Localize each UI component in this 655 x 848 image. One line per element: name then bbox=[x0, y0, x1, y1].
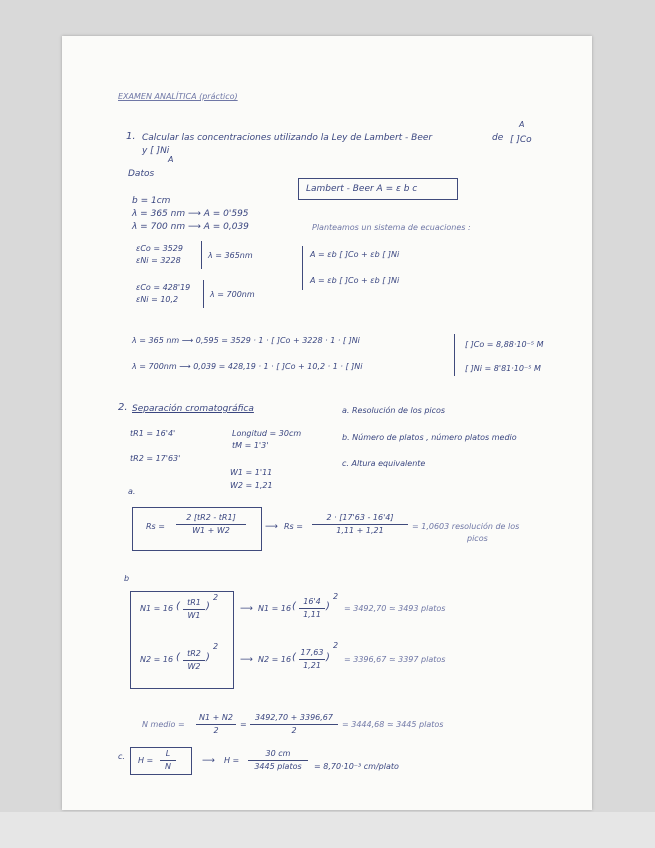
n2-fraction bbox=[183, 649, 205, 672]
part-b-label: b bbox=[124, 574, 130, 583]
rs-calc-fraction bbox=[312, 513, 408, 536]
h-lhs: H = bbox=[138, 756, 154, 765]
exam-title: EXAMEN ANALÍTICA (práctico) bbox=[118, 92, 238, 101]
rs-result: = 1,0603 resolución de los bbox=[412, 522, 520, 531]
h-arrow: ⟶ bbox=[202, 756, 215, 766]
part-a-label: a. bbox=[128, 487, 136, 496]
h-denominator: N bbox=[165, 762, 171, 771]
n2-calc-squared: 2 bbox=[333, 641, 339, 650]
n2-result: = 3396,67 ≃ 3397 platos bbox=[344, 655, 446, 664]
nmedio-lhs: N medio = bbox=[142, 720, 185, 729]
eps-ni-365: εNi = 3228 bbox=[136, 256, 181, 265]
nmedio-numerator-2: 3492,70 + 3396,67 bbox=[255, 713, 333, 722]
result-ni: [ ]Ni = 8'81·10⁻⁵ M bbox=[465, 364, 541, 373]
n1-squared: 2 bbox=[213, 593, 219, 602]
q1-statement: Calcular las concentraciones utilizando la Ley de Lambert - Beer bbox=[142, 133, 433, 143]
dato-700: λ = 700 nm ⟶ A = 0,039 bbox=[132, 222, 249, 232]
rs-numerator: 2 [tR2 - tR1] bbox=[186, 513, 236, 522]
q2-task-c: c. Altura equivalente bbox=[342, 459, 426, 468]
nmedio-denominator-1: 2 bbox=[213, 726, 219, 735]
h-calc-numerator: 30 cm bbox=[265, 749, 291, 758]
n1-denominator: W1 bbox=[187, 611, 201, 620]
n1-arrow: ⟶ bbox=[240, 604, 253, 614]
q2-title: Separación cromatográfica bbox=[132, 404, 254, 414]
q1-cap-a2: A bbox=[168, 155, 174, 164]
system-eq-1: A = εb [ ]Co + εb [ ]Ni bbox=[310, 250, 400, 259]
n2-arrow: ⟶ bbox=[240, 655, 253, 665]
n1-calc-lhs: N1 = 16 bbox=[258, 604, 292, 613]
q2-task-b: b. Número de platos , número platos medio bbox=[342, 433, 517, 442]
eps-divider-2 bbox=[203, 280, 204, 308]
rs-calc-numerator: 2 · [17'63 - 16'4] bbox=[326, 513, 394, 522]
h-calc-fraction bbox=[248, 749, 308, 772]
n1-calc-fraction bbox=[299, 597, 325, 620]
tr2-value: tR2 = 17'63' bbox=[130, 454, 181, 463]
nmedio-equals: = bbox=[240, 720, 247, 729]
n1-result: = 3492,70 ≃ 3493 platos bbox=[344, 604, 446, 613]
n1-fraction bbox=[183, 598, 205, 621]
eps-co-700: εCo = 428'19 bbox=[136, 283, 191, 292]
n1-lhs: N1 = 16 bbox=[140, 604, 174, 613]
nmedio-denominator-2: 2 bbox=[291, 726, 297, 735]
q1-statement-tail: de bbox=[492, 133, 504, 143]
n1-calc-denominator: 1,11 bbox=[303, 610, 321, 619]
h-numerator: L bbox=[165, 749, 171, 758]
w1-value: W1 = 1'11 bbox=[230, 468, 273, 477]
n1-calc-squared: 2 bbox=[333, 592, 339, 601]
tr1-value: tR1 = 16'4' bbox=[130, 429, 176, 438]
n1-calc-numerator: 16'4 bbox=[303, 597, 321, 606]
n2-squared: 2 bbox=[213, 642, 219, 651]
q1-statement-line2: y [ ]Ni bbox=[142, 146, 170, 156]
eps-lambda-700: λ = 700nm bbox=[210, 290, 255, 299]
lambert-beer-formula: Lambert - Beer A = ε b c bbox=[306, 184, 418, 194]
n2-calc-lhs: N2 = 16 bbox=[258, 655, 292, 664]
rs-calc-lhs: Rs = bbox=[284, 522, 303, 531]
planteamos-text: Planteamos un sistema de ecuaciones : bbox=[312, 223, 471, 232]
calc-365: λ = 365 nm ⟶ 0,595 = 3529 · 1 · [ ]Co + 3228 · 1 · [ ]Ni bbox=[132, 336, 360, 345]
result-divider bbox=[454, 334, 455, 376]
n2-lhs: N2 = 16 bbox=[140, 655, 174, 664]
nmedio-numerator-1: N1 + N2 bbox=[199, 713, 233, 722]
rs-arrow: ⟶ bbox=[265, 522, 278, 532]
nmedio-fraction-2 bbox=[250, 713, 338, 736]
rs-lhs: Rs = bbox=[146, 522, 165, 531]
n2-calc-numerator: 17,63 bbox=[300, 648, 324, 657]
q2-task-a: a. Resolución de los picos bbox=[342, 406, 446, 415]
n2-denominator: W2 bbox=[187, 662, 201, 671]
datos-label: Datos bbox=[128, 169, 155, 179]
q2-number: 2. bbox=[118, 402, 128, 413]
w2-value: W2 = 1,21 bbox=[230, 481, 273, 490]
rs-calc-denominator: 1,11 + 1,21 bbox=[336, 526, 384, 535]
dato-365: λ = 365 nm ⟶ A = 0'595 bbox=[132, 209, 249, 219]
result-co: [ ]Co = 8,88·10⁻⁵ M bbox=[465, 340, 544, 349]
n2-calc-fraction bbox=[299, 648, 325, 671]
rs-denominator: W1 + W2 bbox=[192, 526, 230, 535]
scan-background bbox=[0, 812, 655, 848]
rs-result-2: picos bbox=[467, 534, 488, 543]
eps-co-365: εCo = 3529 bbox=[136, 244, 183, 253]
nmedio-result: = 3444,68 ≃ 3445 platos bbox=[342, 720, 444, 729]
h-calc-denominator: 3445 platos bbox=[254, 762, 302, 771]
q1-number: 1. bbox=[126, 131, 136, 142]
h-result: = 8,70·10⁻³ cm/plato bbox=[314, 762, 399, 771]
eps-ni-700: εNi = 10,2 bbox=[136, 295, 179, 304]
h-calc-lhs: H = bbox=[224, 756, 240, 765]
n1-numerator: tR1 bbox=[187, 598, 201, 607]
rs-fraction bbox=[176, 513, 246, 536]
tm-value: tM = 1'3' bbox=[232, 441, 269, 450]
system-eq-2: A = εb [ ]Co + εb [ ]Ni bbox=[310, 276, 400, 285]
length-value: Longitud = 30cm bbox=[232, 429, 302, 438]
n2-numerator: tR2 bbox=[187, 649, 201, 658]
eps-divider-1 bbox=[201, 241, 202, 269]
system-brace bbox=[302, 246, 303, 290]
exam-sheet: EXAMEN ANALÍTICA (práctico) 1. Calcular las concentraciones utilizando la Ley de Lambert - Beer de A [ ]Co y [ ]Ni A Datos b = 1cm λ = 365 nm ⟶ A = 0'595 λ = 700 nm ⟶ A = 0,039 Lambert - Beer A = ε b c Planteamos un sistema de ecuaciones : A = εb [ ]Co + εb [ ]Ni A = εb [ ]Co + εb [ ]Ni εCo = 3529 εNi = 3228 λ = 365nm εCo = 428'19 εNi = 10,2 λ = 700nm λ = 365 nm ⟶ 0,595 = 3529 · 1 · [ ]Co + 3228 · 1 · [ ]Ni λ = 700nm ⟶ 0,039 = 428,19 · 1 · [ ]Co + 10,2 · 1 · [ ]Ni [ ]Co = 8,88·10⁻⁵ M [ ]Ni = 8'81·10⁻⁵ M 2. Separación cromatográfica a. Resolución de los picos b. Número de platos , número platos medio c. Altura equivalente tR1 = 16'4' tR2 = 17'63' Longitud = 30cm tM = 1'3' W1 = 1'11 W2 = 1,21 a. Rs = 2 [tR2 - tR1] W1 + W2 ⟶ Rs = 2 · [17'63 - 16'4] 1,11 + 1,21 = 1,0603 resolución de los picos b N1 = 16 ( tR1 W1 ) 2 N2 = 16 ( tR2 W2 ) 2 ⟶ N1 = 16 ( 16'4 1,11 ) 2 = 3492,70 ≃ 3493 platos ⟶ N2 = 16 ( 17,63 1,21 ) 2 = 3396,67 ≃ 3397 platos N medio = N1 + N2 2 = 3492,70 + 3396,67 2 = 3444,68 ≃ 3445 platos c. H = L N ⟶ H = 30 cm 3445 platos = 8,70·10⁻³ cm/plato bbox=[62, 36, 592, 810]
nmedio-fraction-1 bbox=[196, 713, 236, 736]
n2-calc-denominator: 1,21 bbox=[303, 661, 321, 670]
q1-co-bracket: [ ]Co bbox=[510, 135, 532, 145]
part-c-label: c. bbox=[118, 752, 125, 761]
calc-700: λ = 700nm ⟶ 0,039 = 428,19 · 1 · [ ]Co + 10,2 · 1 · [ ]Ni bbox=[132, 362, 363, 371]
q1-cap-a: A bbox=[519, 120, 525, 129]
dato-path: b = 1cm bbox=[132, 196, 171, 206]
eps-lambda-365: λ = 365nm bbox=[208, 251, 253, 260]
h-fraction bbox=[160, 749, 176, 772]
